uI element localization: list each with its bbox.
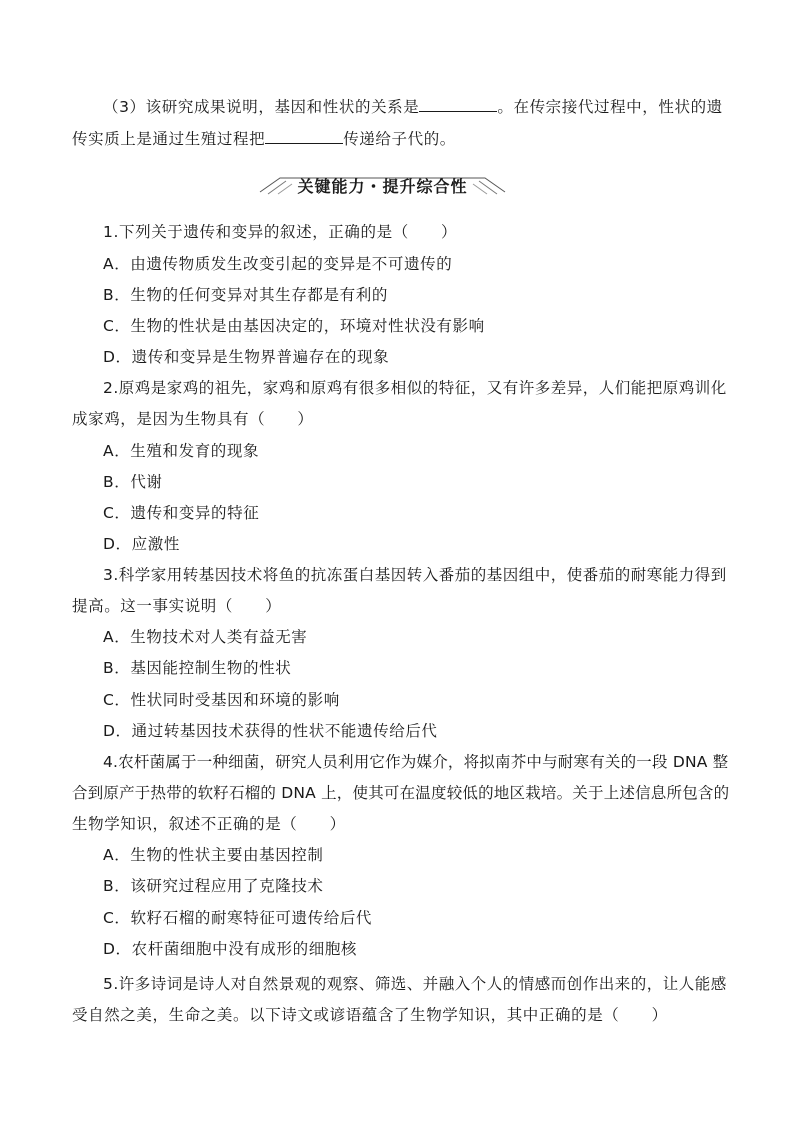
intro-line-1 [103,96,723,117]
question-1-stem: 1.下列关于遗传和变异的叙述，正确的是（ ） [103,223,458,241]
question-2-stem-line-1: 2.原鸡是家鸡的祖先，家鸡和原鸡有很多相似的特征，又有许多差异，人们能把原鸡训化 [103,379,727,397]
q2-option-d: D．应激性 [103,535,180,553]
q1-option-c: C．生物的性状是由基因决定的，环境对性状没有影响 [103,317,485,335]
question-2-stem-line-2: 成家鸡，是因为生物具有（ ） [72,410,314,428]
q3-option-c: C．性状同时受基因和环境的影响 [103,691,340,709]
q2-option-b: B．代谢 [103,473,163,491]
intro-text-1b: 。在传宗接代过程中，性状的遗 [497,98,723,116]
question-5-stem-line-1: 5.许多诗词是诗人对自然景观的观察、筛选、并融入个人的情感而创作出来的，让人能感 [103,975,727,993]
question-4-stem-line-2: 合到原产于热带的软籽石榴的 DNA 上，使其可在温度较低的地区栽培。关于上述信息所包含的 [72,784,730,802]
q3-option-b: B．基因能控制生物的性状 [103,659,292,677]
intro-text-2b: 传递给子代的。 [343,130,456,148]
question-3-stem-line-1: 3.科学家用转基因技术将鱼的抗冻蛋白基因转入番茄的基因组中，使番茄的耐寒能力得到 [103,566,727,584]
q3-option-d: D．通过转基因技术获得的性状不能遗传给后代 [103,722,438,740]
section-banner [100,172,665,198]
intro-text-2a: 传实质上是通过生殖过程把 [72,130,266,148]
question-3-stem-line-2: 提高。这一事实说明（ ） [72,597,282,615]
answer-blank [265,128,343,144]
q4-option-d: D．农杆菌细胞中没有成形的细胞核 [103,940,358,958]
q4-option-b: B．该研究过程应用了克隆技术 [103,877,324,895]
q2-option-c: C．遗传和变异的特征 [103,504,260,522]
answer-blank [419,96,497,112]
q3-option-a: A．生物技术对人类有益无害 [103,628,308,646]
question-5-stem-line-2: 受自然之美，生命之美。以下诗文或谚语蕴含了生物学知识，其中正确的是（ ） [72,1006,668,1024]
q1-option-a: A．由遗传物质发生改变引起的变异是不可遗传的 [103,255,453,273]
q4-option-a: A．生物的性状主要由基因控制 [103,846,324,864]
question-4-stem-line-3: 生物学知识，叙述不正确的是（ ） [72,815,346,833]
intro-line-2 [72,128,456,149]
q1-option-d: D．遗传和变异是生物界普遍存在的现象 [103,348,390,366]
question-4-stem-line-1: 4.农杆菌属于一种细菌，研究人员利用它作为媒介，将拟南芥中与耐寒有关的一段 DNA 整 [103,753,729,771]
q4-option-c: C．软籽石榴的耐寒特征可遗传给后代 [103,909,373,927]
section-title: 关键能力・提升综合性 [297,177,468,196]
q1-option-b: B．生物的任何变异对其生存都是有利的 [103,286,388,304]
q2-option-a: A．生殖和发育的现象 [103,442,260,460]
intro-text-1a: （3）该研究成果说明，基因和性状的关系是 [103,98,420,116]
